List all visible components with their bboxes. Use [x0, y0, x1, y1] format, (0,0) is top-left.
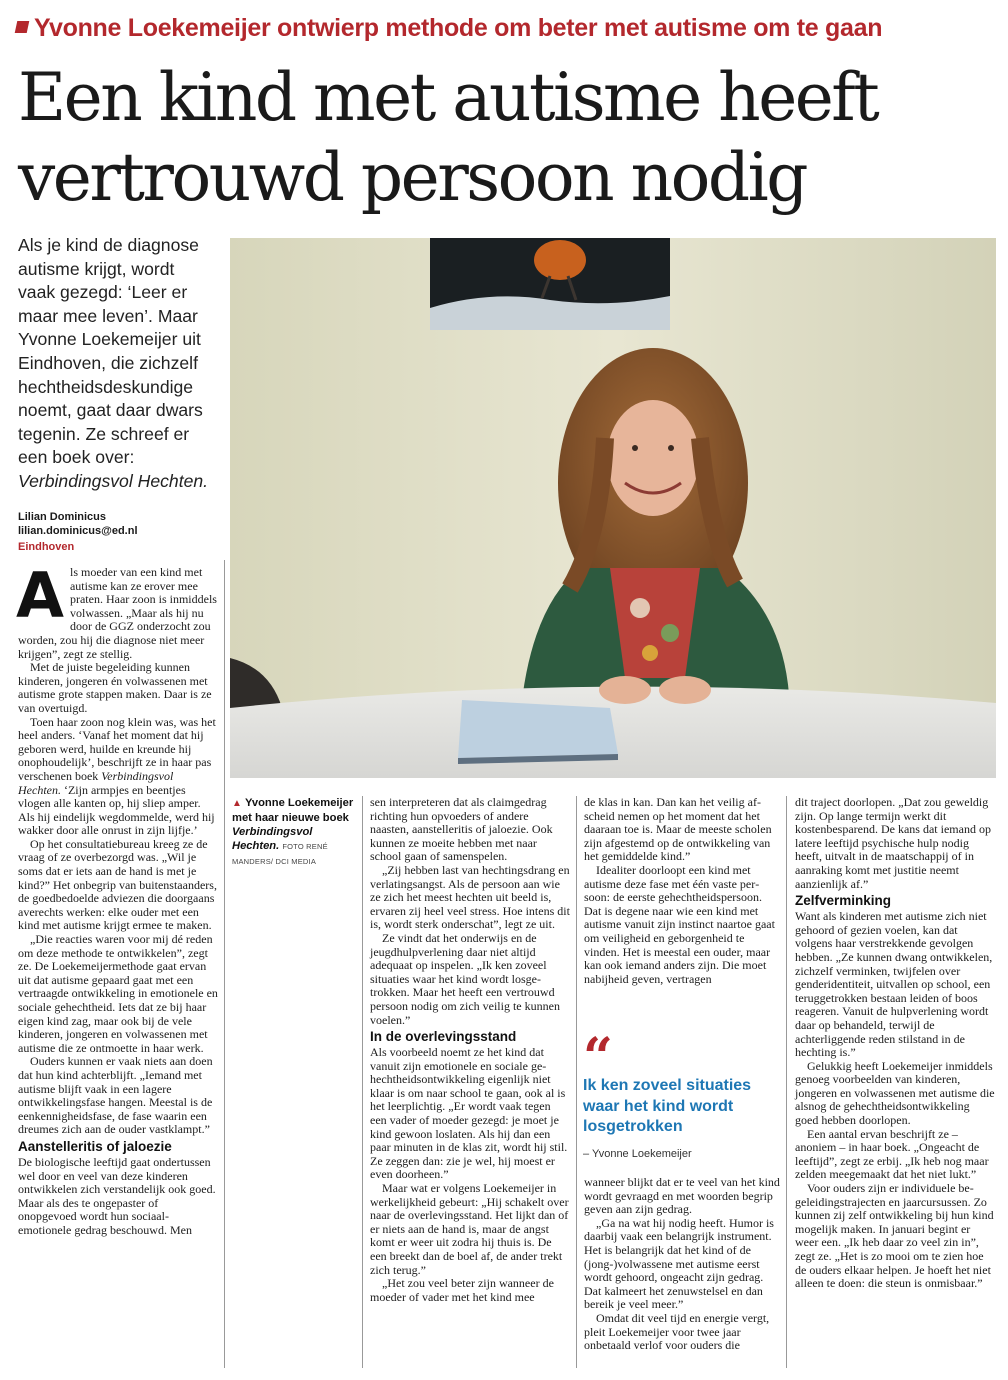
paragraph: Voor ouders zijn er individuele begeleidingstrajecten en jaarcursussen. Zo kunnen zij zelf ontwikkeling bij hun kind mogelijk maken. In januari begint er weer een. „Ik heb daar zo veel zin in”, zegt ze. „Het is zo mooi om te zien hoe de ouders elkaar helpen. Je hoeft het niet alleen te doen: die steun is onmisbaar.” — [795, 1181, 994, 1291]
headline-line-1: Een kind met autisme heeft — [18, 59, 878, 136]
lead-paragraph — [18, 234, 216, 494]
subheading: Zelfverminking — [795, 893, 892, 909]
author-name: Lilian Dominicus — [18, 511, 107, 523]
photo-caption — [232, 796, 354, 869]
caption-text: Yvonne Loekemeijer met haar nieuwe boek — [232, 797, 354, 824]
paragraph: „Zij hebben last van hechtingsdrang en verlatingsangst. Als de persoon aan wie ze zich het meest hechten uit beeld is, ervaren zij heel veel stress. Hoe intens dit is, wordt sterk onderschat”, legt ze uit. — [370, 862, 570, 932]
paragraph: „Ga na wat hij nodig heeft. Humor is daarbij vaak een belangrijk instrument. Het is belangrijk dat het kind of de (jong-)volwassene met autisme eerst wordt gehoord, ongeacht zijn gedrag. Dat kalmeert het zenuwstelsel en dan bereik je veel meer.” — [584, 1215, 774, 1312]
column-rule — [362, 796, 363, 1368]
paragraph: Idealiter doorloopt een kind met autisme deze fase met één vaste persoon: de eerste gehechtheidspersoon. Dat is degene naar wie een kind met autisme vanuit zijn instinct naartoe gaat om veiligheid en geborgenheid te vinden. Het is meestal een ouder, maar kan ook iemand anders zijn. Die moet nabijheid geven, vertragen — [584, 862, 775, 986]
kicker — [16, 14, 882, 43]
paragraph: dit traject doorlopen. „Dat zou geweldig zijn. Op lange termijn werkt dit kostenbesparend. De kans dat iemand op latere leeftijd psychische hulp nodig heeft, uitvalt in de maatschappij of in aanraking komt met justitie neemt aanzienlijk af.” — [795, 795, 991, 891]
paragraph: Met de juiste begeleiding kunnen kinderen, jongeren én volwassenen met autisme grote stappen maken. Daar is ze van overtuigd. — [18, 660, 212, 715]
paragraph: Als voorbeeld noemt ze het kind dat vanuit zijn emotionele en sociale gehechtheidsontwikkeling eigenlijk niet klaar is om naar school te gaan, ook al is het leerplichtig. „Er wordt vaak tegen een vader of moeder gezegd: je moet je kind gewoon loslaten. Als hij dan een paar minuten in de klas zit, wordt hij stil. Ze zeggen dan: zie je wel, hij moest er even doorheen.” — [370, 1045, 568, 1182]
byline — [18, 510, 138, 538]
drop-cap: A — [16, 559, 64, 632]
paragraph: wanneer blijkt dat er te veel van het kind wordt gevraagd en met woorden begrip geven aan zijn gedrag. — [584, 1175, 780, 1217]
article-column-1 — [16, 559, 218, 1238]
headline-line-2: vertrouwd persoon nodig — [18, 139, 806, 216]
paragraph: Een aantal ervan beschrijft ze – anoniem – in haar boek. „Ongeacht de leeftijd”, zegt ze erbij. „Ik heb nog maar zelden meegemaakt dat het niet lukt.” — [795, 1126, 989, 1182]
article-column-4-bottom — [584, 1176, 780, 1353]
paragraph: Op het consultatiebureau kreeg ze de vraag of ze overbezorgd was. „Wil je soms dat er iets aan de hand is met je kind?” Het onbegrip van buitenstaanders, de goedbedoelde adviezen die doorgaans averechts werken: elke ouder met een kind met autisme krijgt ermee te maken. — [18, 836, 217, 933]
column-rule — [224, 560, 225, 1368]
paragraph: de klas in kan. Dan kan het veilig afscheid nemen op het moment dat het daaraan toe is. Maar de meeste scholen zijn afgestemd op de ontwikkeling van het gemiddelde kind.” — [584, 795, 772, 864]
paragraph: Omdat dit veel tijd en energie vergt, pleit Loekemeijer voor twee jaar onbetaald verlof voor ouders die — [584, 1310, 770, 1353]
column-rule — [786, 796, 787, 1368]
paragraph: Ze vindt dat het onderwijs en de jeugdhulpverlening daar niet altijd adequaat op inspelen. „Ik ken zoveel situaties waar het kind wordt losgetrokken. Maar het heeft een vertrouwd persoon nodig om zich veilig te kunnen voelen.” — [370, 930, 560, 1027]
lead-book-title: Verbindingsvol Hechten. — [18, 470, 209, 491]
author-email[interactable]: lilian.dominicus@ed.nl — [18, 525, 138, 537]
paragraph: Toen haar zoon nog klein was, was het heel anders. ‘Vanaf het moment dat hij geboren werd, huilde en kreunde hij onophoudelijk’, beschrijft ze in haar pas verschenen boek Verbindingsvol Hechten. ‘Zijn armpjes en beentjes vlogen alle kanten op, hij sliep amper. Als hij eindelijk wegdommelde, werd hij wakker door alle onrust in zijn lijfje.’ — [18, 714, 216, 838]
pull-quote-text: Ik ken zoveel situaties waar het kind wordt losgetrokken — [583, 1077, 752, 1135]
column-rule — [576, 796, 577, 1368]
caption-book-title: Verbindingsvol Hechten. — [232, 826, 313, 852]
subheading: Aanstelleritis of jaloezie — [18, 1138, 172, 1154]
paragraph: „Die reacties waren voor mij dé reden om deze methode te ontwikkelen”, zegt ze. De Loekemeijermethode gaat ervan uit dat autisme gepaard gaat met een vertraagde ontwikkeling in emotionele en sociale gehechtheid. Iets dat ze bij haar eigen kind zag, maar ook bij de vele kinderen, jongeren en volwassenen met autisme die ze ontmoette in haar werk. — [18, 932, 218, 1055]
paragraph: sen interpreteren dat als claimgedrag richting hun opvoeders of andere naasten, aanstelleritis of jaloezie. Ook kunnen ze moeite hebben met naar school gaan of samenspelen. — [370, 795, 553, 864]
paragraph: De biologische leeftijd gaat ondertussen wel door en veel van deze kinderen ontwikkelen zich verstandelijk ook goed. Maar als des te ongepaster of onopgevoed wordt hun sociaalemotionele gedrag beschouwd. Men — [18, 1154, 216, 1237]
kicker-marker-icon — [15, 21, 30, 33]
paragraph: Gelukkig heeft Loekemeijer inmiddels genoeg voorbeelden van kinderen, jongeren en volwassenen met autisme die alsnog de gehechtheidsontwikkeling goed hebben doorlopen. — [795, 1058, 995, 1128]
paragraph: Als moeder van een kind met autisme kan ze erover mee praten. Haar zoon is inmiddels volwassen. „Maar als hij nu door de GGZ onderzocht zou worden, zou hij die diagnose niet meer krijgen”, zegt ze stellig. — [16, 559, 217, 661]
paragraph: Maar wat er volgens Loekemeijer in werkelijkheid gebeurt: „Hij schakelt over naar de overlevingsstand. Het lijkt dan of er niets aan de hand is, maar de angst komt er weer uit zodra hij thuis is. De een breekt dan de boel af, de ander trekt zich terug.” — [370, 1181, 569, 1277]
caption-triangle-icon: ▲ — [232, 798, 242, 809]
article-column-5 — [795, 796, 995, 1291]
article-column-4-top — [584, 796, 780, 986]
paragraph: „Het zou veel beter zijn wanneer de moeder of vader met het kind mee — [370, 1276, 554, 1304]
quote-mark-icon: “ — [583, 1027, 613, 1088]
article-column-3 — [370, 796, 570, 1304]
paragraph: Ouders kunnen er vaak niets aan doen dat hun kind achterblijft. „Iemand met autisme blijft vaak in een lagere ontwikkelingsfase hangen. Meestal is de eenkennigheidsfase, de fase waarin een dreumes zich aan de ouder vastklampt.” — [18, 1054, 213, 1137]
pull-quote-source: – Yvonne Loekemeijer — [583, 1147, 692, 1160]
kicker-text: Yvonne Loekemeijer ontwierp methode om beter met autisme om te gaan — [34, 14, 883, 42]
headline — [18, 58, 998, 218]
subheading: In de overlevingsstand — [370, 1029, 517, 1045]
paragraph: Want als kinderen met autisme zich niet gehoord of gezien voelen, kan dat volgens haar verstrekkende gevolgen hebben. „Ze kunnen dwang ontwikkelen, zichzelf verminken, twijfelen over genderidentiteit, uitvallen op school, een teruggetrokken bestaan leiden of boos reageren. Vanuit de hulpverlening wordt daar op behandeld, terwijl de achterliggende reden stilstand in de hechting is.” — [795, 909, 993, 1060]
dateline: Eindhoven — [18, 541, 75, 553]
photo-credit: FOTO RENÉ MANDERS/ DCI MEDIA — [232, 842, 328, 866]
article-photo — [230, 238, 996, 778]
photo-illustration — [230, 238, 996, 778]
pull-quote — [583, 1027, 783, 1160]
lead-text: Als je kind de diagnose autisme krijgt, wordt vaak gezegd: ‘Leer er maar mee leven’. Maar Yvonne Loekemeijer uit Eindhoven, die zichzelf hechtheidsdeskundige noemt, gaat daar dwars tegenin. Ze schreef er een boek over: — [18, 235, 203, 468]
